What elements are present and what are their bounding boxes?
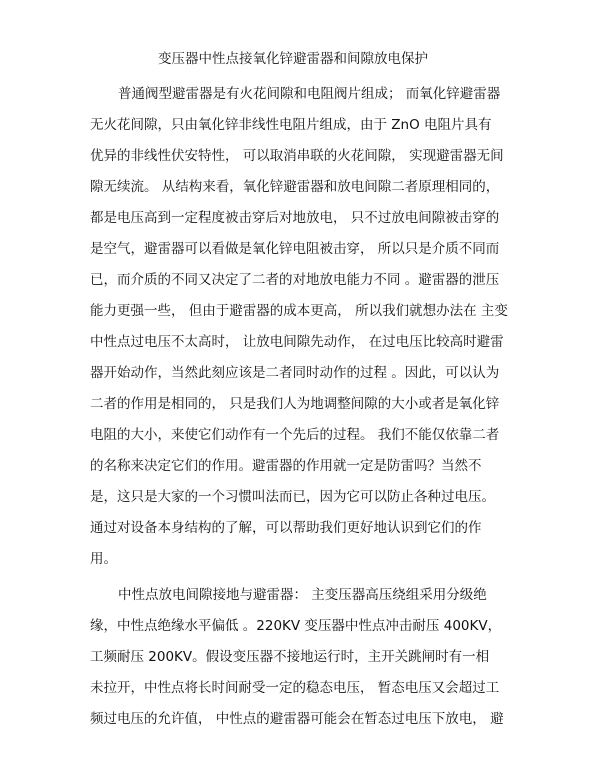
paragraph-1-line-9: 中性点过电压不太高时， 让放电间隙先动作， 在过电压比较高时避雷 (90, 334, 504, 350)
paragraph-1-line-8: 能力更强一些， 但由于避雷器的成本更高， 所以我们就想办法在 主变 (90, 303, 508, 319)
paragraph-1-line-10: 器开始动作，当然此刻应该是二者同时动作的过程 。因此，可以认为 (90, 365, 500, 381)
paragraph-2-line-2: 缘，中性点绝缘水平偏低 。220KV 变压器中性点冲击耐压 400KV， (90, 618, 502, 634)
paragraph-1-line-11: 二者的作用是相同的， 只是我们人为地调整间隙的大小或者是氧化锌 (90, 396, 500, 412)
paragraph-1-line-7: 已，而介质的不同又决定了二者的对地放电能力不同 。避雷器的泄压 (90, 272, 500, 288)
paragraph-1-line-3: 优异的非线性伏安特性， 可以取消串联的火花间隙， 实现避雷器无间 (90, 148, 504, 164)
document-title: 变压器中性点接氧化锌避雷器和间隙放电保护 (158, 51, 428, 67)
paragraph-1-line-4: 隙无续流。 从结构来看，氧化锌避雷器和放电间隙二者原理相同的， (90, 179, 500, 195)
paragraph-1-line-1: 普通阀型避雷器是有火花间隙和电阻阀片组成； 而氧化锌避雷器 (118, 86, 501, 102)
paragraph-1-line-13: 的名称来决定它们的作用。避雷器的作用就一定是防雷吗？当然不 (90, 458, 482, 474)
paragraph-1-line-16: 用。 (90, 551, 117, 567)
paragraph-1-line-15: 通过对设备本身结构的了解，可以帮助我们更好地认识到它们的作 (90, 520, 482, 536)
paragraph-1-line-14: 是，这只是大家的一个习惯叫法而已，因为它可以防止各种过电压。 (90, 489, 495, 505)
paragraph-2-line-1: 中性点放电间隙接地与避雷器： 主变压器高压绕组采用分级绝 (118, 587, 487, 603)
paragraph-1-line-2: 无火花间隙，只由氧化锌非线性电阻片组成，由于 ZnO 电阻片具有 (90, 117, 492, 133)
paragraph-1-line-6: 是空气，避雷器可以看做是氧化锌电阻被击穿， 所以只是介质不同而 (90, 241, 500, 257)
paragraph-2-line-3: 工频耐压 200KV。假设变压器不接地运行时，主开关跳闸时有一相 (90, 649, 490, 665)
paragraph-1-line-12: 电阻的大小，来使它们动作有一个先后的过程。 我们不能仅依靠二者 (90, 427, 500, 443)
paragraph-2-line-5: 频过电压的允许值， 中性点的避雷器可能会在暂态过电压下放电， 避 (90, 711, 504, 727)
paragraph-2-line-4: 未拉开，中性点将长时间耐受一定的稳态电压， 暂态电压又会超过工 (90, 680, 500, 696)
paragraph-1-line-5: 都是电压高到一定程度被击穿后对地放电， 只不过放电间隙被击穿的 (90, 210, 500, 226)
